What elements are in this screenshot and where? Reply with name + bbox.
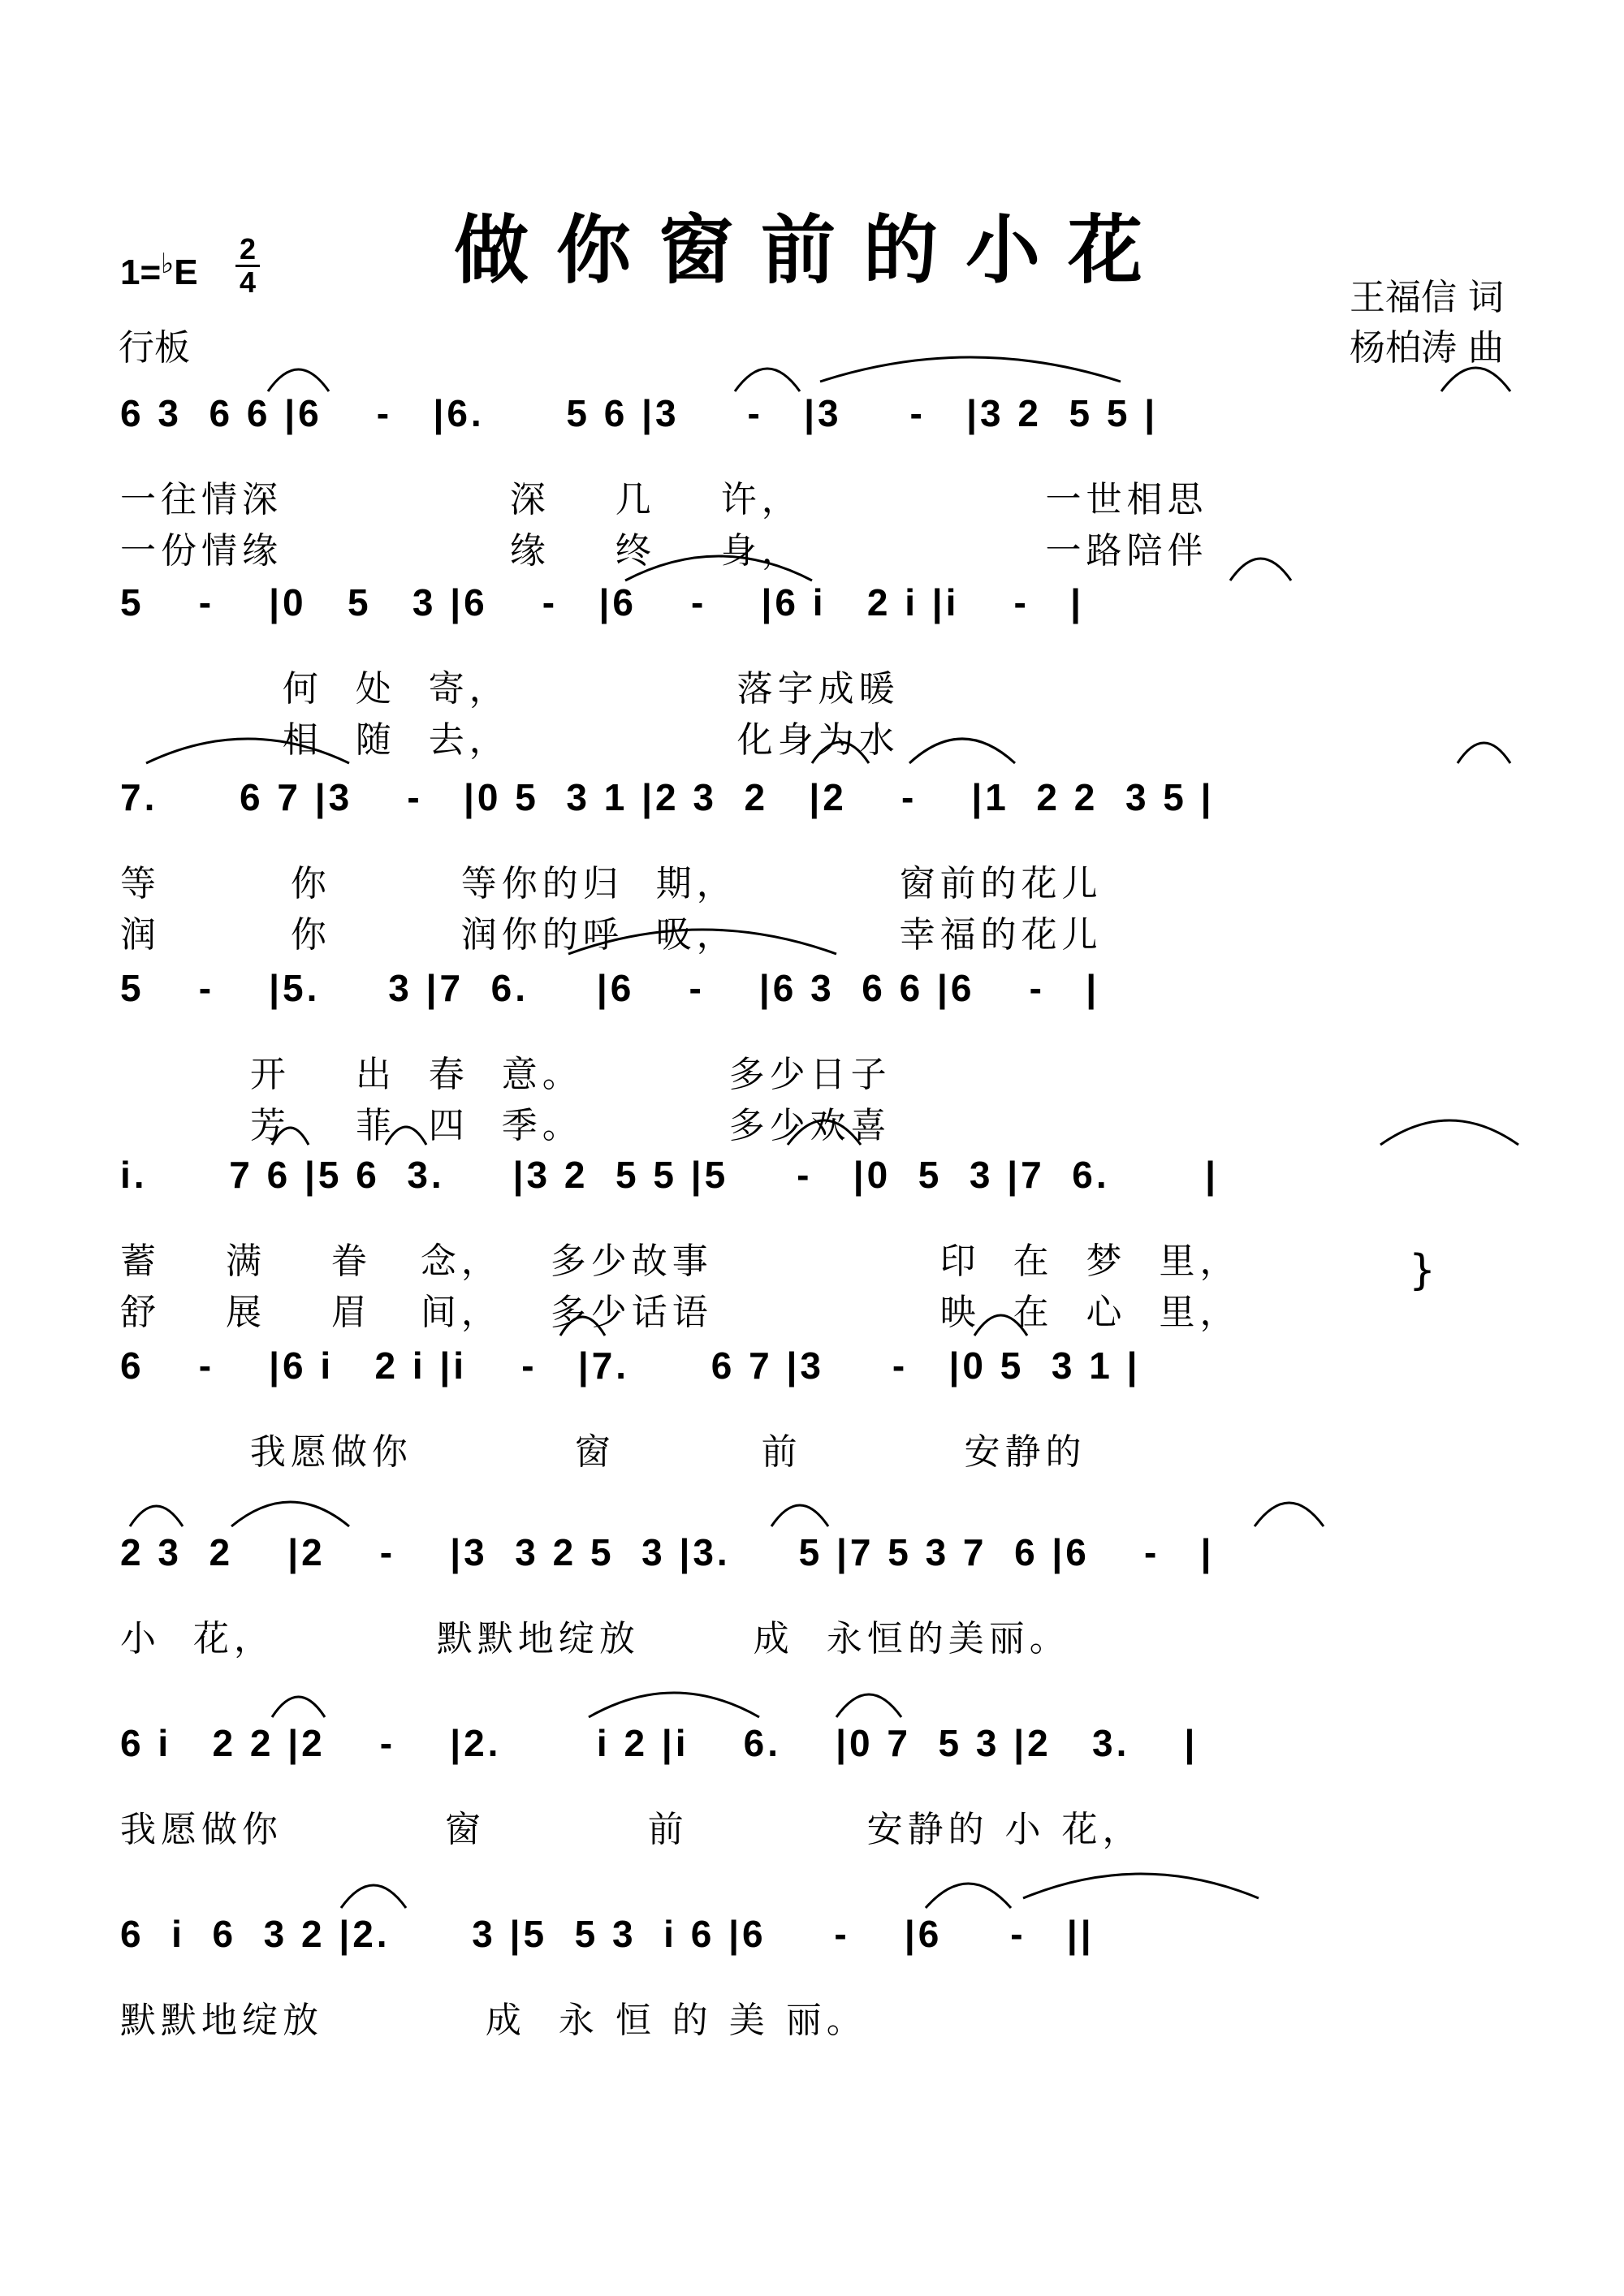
slur-arc (130, 1506, 183, 1526)
lyric-line-4-verse-1: 开 出 春 意。 多少日子 (120, 1054, 892, 1095)
slur-arc (341, 1885, 406, 1908)
slur-arc (560, 1317, 605, 1336)
slur-arc (974, 1315, 1027, 1336)
slur-arc (1255, 1503, 1324, 1526)
slur-arc (1458, 743, 1510, 763)
lyric-line-1-verse-2: 一份情缘 缘 终 身， 一路陪伴 (120, 530, 1208, 572)
slur-arc (909, 739, 1015, 763)
composer-credit: 杨柏涛 曲 (1350, 327, 1504, 369)
lyric-line-6-verse-1: 我愿做你 窗 前 安静的 (120, 1431, 1086, 1473)
slur-arc (1230, 559, 1291, 580)
song-title: 做你窗前的小花 (453, 206, 1170, 294)
slur-arc (589, 1693, 759, 1717)
slur-arc (386, 1127, 426, 1145)
lyric-line-4-verse-2: 芳 菲 四 季。 多少欢喜 (120, 1105, 892, 1146)
jianpu-notes: 2 3 2 |2 - |3 3 2 5 3 |3. 5 |7 5 3 7 6 |6 - | (120, 1531, 1215, 1573)
slur-arc (625, 556, 812, 580)
slur-arc (272, 1128, 309, 1145)
lyricist-credit: 王福信 词 (1350, 277, 1504, 318)
key-note: E (174, 252, 198, 292)
slur-arc (812, 742, 869, 763)
lyric-line-8-verse-1: 我愿做你 窗 前 安静的 小 花， (120, 1809, 1143, 1850)
flat-sign: ♭ (161, 248, 175, 279)
lyric-line-9-verse-1: 默默地绽放 成 永 恒 的 美 丽。 (120, 2000, 867, 2041)
slur-arc (1441, 368, 1510, 391)
lyric-line-2-verse-1: 何 处 寄， 落字成暖 (120, 668, 900, 710)
jianpu-notes: 6 3 6 6 |6 - |6. 5 6 |3 - |3 - |3 2 5 5 | (120, 392, 1159, 434)
jianpu-notes: 5 - |0 5 3 |6 - |6 - |6 i 2 i |i - | (120, 581, 1085, 624)
jianpu-notes: 6 i 6 3 2 |2. 3 |5 5 3 i 6 |6 - |6 - || (120, 1913, 1095, 1955)
slur-arc (146, 739, 349, 763)
time-top: 2 (239, 232, 257, 265)
slur-arc (771, 1505, 828, 1526)
jianpu-notes: 6 i 2 2 |2 - |2. i 2 |i 6. |0 7 5 3 |2 3. | (120, 1722, 1199, 1764)
slur-arc (1023, 1874, 1259, 1898)
jianpu-notes: 7. 6 7 |3 - |0 5 3 1 |2 3 2 |2 - |1 2 2 3 5 | (120, 776, 1215, 818)
slur-arc (820, 357, 1121, 382)
slur-arc (568, 930, 836, 954)
slur-arc (1380, 1120, 1518, 1145)
slur-arc (788, 1120, 861, 1145)
lyric-line-1-verse-1: 一往情深 深 几 许， 一世相思 (120, 479, 1208, 520)
lyric-line-2-verse-2: 相 随 去， 化身为水 (120, 719, 900, 761)
slur-arc (926, 1884, 1011, 1908)
lyric-line-3-verse-2: 润 你 润你的呼 吸， 幸福的花儿 (120, 914, 1103, 956)
jianpu-notes: 5 - |5. 3 |7 6. |6 - |6 3 6 6 |6 - | (120, 967, 1100, 1009)
slur-arc (231, 1502, 349, 1526)
lyric-line-3-verse-1: 等 你 等你的归 期， 窗前的花儿 (120, 863, 1103, 904)
time-bottom: 4 (239, 265, 257, 299)
slur-arc (272, 1697, 325, 1717)
slur-arc (268, 369, 329, 391)
slur-arc (836, 1694, 901, 1717)
verse-bracket: } (1409, 1246, 1436, 1295)
slur-arc (735, 369, 800, 391)
lyric-line-7-verse-1: 小 花， 默默地绽放 成 永恒的美丽。 (120, 1618, 1070, 1659)
key-prefix: 1= (120, 252, 162, 292)
tempo-marking: 行板 (119, 327, 190, 369)
jianpu-notes: 6 - |6 i 2 i |i - |7. 6 7 |3 - |0 5 3 1 | (120, 1344, 1141, 1387)
lyric-line-5-verse-2: 舒 展 眉 间， 多少话语 映 在 心 里， (120, 1292, 1241, 1333)
lyric-line-5-verse-1: 蓄 满 眷 念， 多少故事 印 在 梦 里， (120, 1241, 1241, 1282)
jianpu-notes: i. 7 6 |5 6 3. |3 2 5 5 |5 - |0 5 3 |7 6. | (120, 1154, 1219, 1196)
